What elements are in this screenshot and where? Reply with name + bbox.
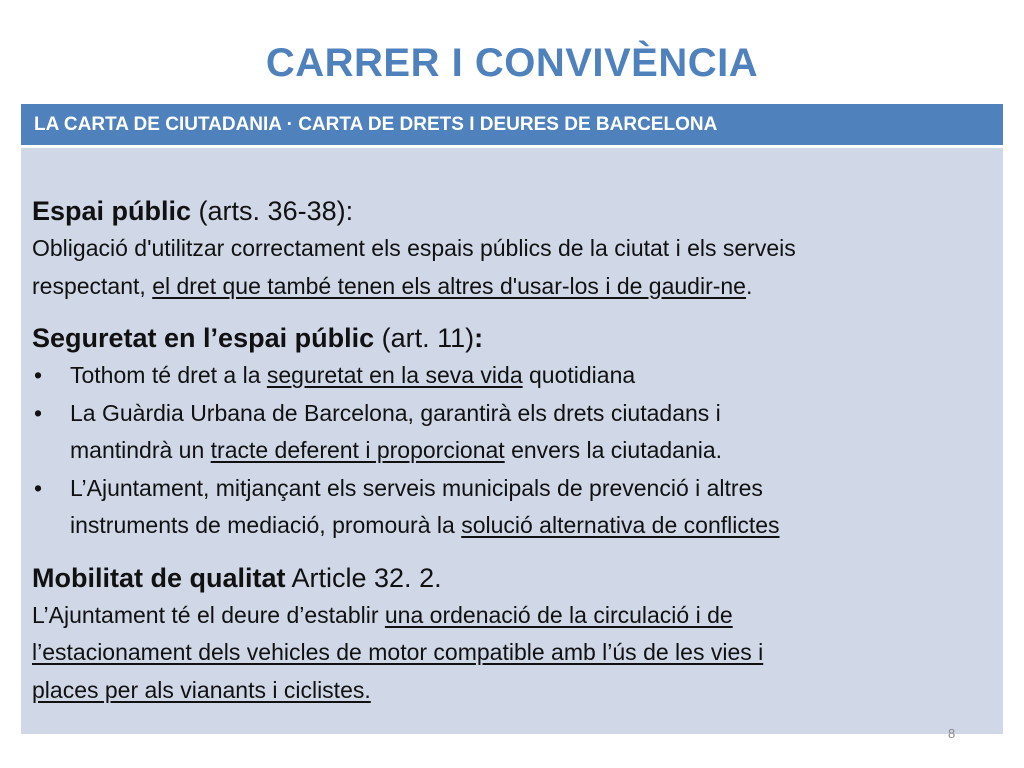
slide-title: CARRER I CONVIVÈNCIA xyxy=(265,41,759,85)
paragraph-line xyxy=(32,634,993,672)
text: instruments de mediació, promourà la xyxy=(70,512,462,538)
content-box xyxy=(21,148,1003,734)
text: envers la ciutadania. xyxy=(504,437,723,463)
underlined-text: el dret que també tenen els altres d'usar-los i de gaudir-ne xyxy=(152,272,746,299)
paragraph-line xyxy=(32,268,993,306)
bullet-dot-icon: • xyxy=(34,474,43,501)
section-heading-mobilitat xyxy=(32,559,993,597)
underlined-text: seguretat en la seva vida xyxy=(266,362,523,388)
text: . xyxy=(745,272,753,299)
heading-text: Seguretat en l’espai públic xyxy=(32,323,375,353)
underlined-text: l’estacionament dels vehicles de motor compatible amb l’ús de les vies i xyxy=(32,639,764,665)
underlined-text: una ordenació de la circulació i de xyxy=(384,601,733,628)
text: L’Ajuntament té el deure d’establir xyxy=(32,601,385,628)
bullet-continuation xyxy=(32,507,993,545)
text: L’Ajuntament, mitjançant els serveis municipals de prevenció i altres xyxy=(70,474,763,501)
heading-colon: : xyxy=(474,323,484,353)
bullet-item xyxy=(32,470,993,508)
underlined-text: places per als vianants i ciclistes. xyxy=(32,676,371,703)
paragraph-line xyxy=(32,672,993,710)
underlined-text: tracte deferent i proporcionat xyxy=(210,437,505,463)
heading-reference: (arts. 36-38): xyxy=(191,196,354,226)
heading-text: Espai públic xyxy=(32,196,192,226)
text: Tothom té dret a la xyxy=(70,362,267,388)
text: quotidiana xyxy=(522,362,636,388)
bullet-item xyxy=(32,357,993,395)
heading-text: Mobilitat de qualitat xyxy=(32,562,286,593)
paragraph-line xyxy=(32,597,993,635)
section-heading-seguretat xyxy=(32,319,993,357)
text: mantindrà un xyxy=(70,437,211,463)
section-heading-espai-public xyxy=(32,192,993,230)
heading-reference: Article 32. 2. xyxy=(285,562,442,593)
bullet-dot-icon: • xyxy=(34,362,43,388)
page-number: 8 xyxy=(948,726,956,741)
paragraph-line: Obligació d'utilitzar correctament els espais públics de la ciutat i els serveis xyxy=(32,235,796,261)
text: La Guàrdia Urbana de Barcelona, garantirà els drets ciutadans i xyxy=(70,399,721,426)
text: respectant, xyxy=(32,272,153,299)
bullet-item xyxy=(32,395,993,433)
bullet-dot-icon: • xyxy=(34,399,43,426)
underlined-text: solució alternativa de conflictes xyxy=(461,512,780,538)
section-header-bar: LA CARTA DE CIUTADANIA · CARTA DE DRETS I DEURES DE BARCELONA xyxy=(21,104,1003,145)
bullet-continuation xyxy=(32,432,993,470)
heading-reference: (art. 11) xyxy=(374,323,475,353)
